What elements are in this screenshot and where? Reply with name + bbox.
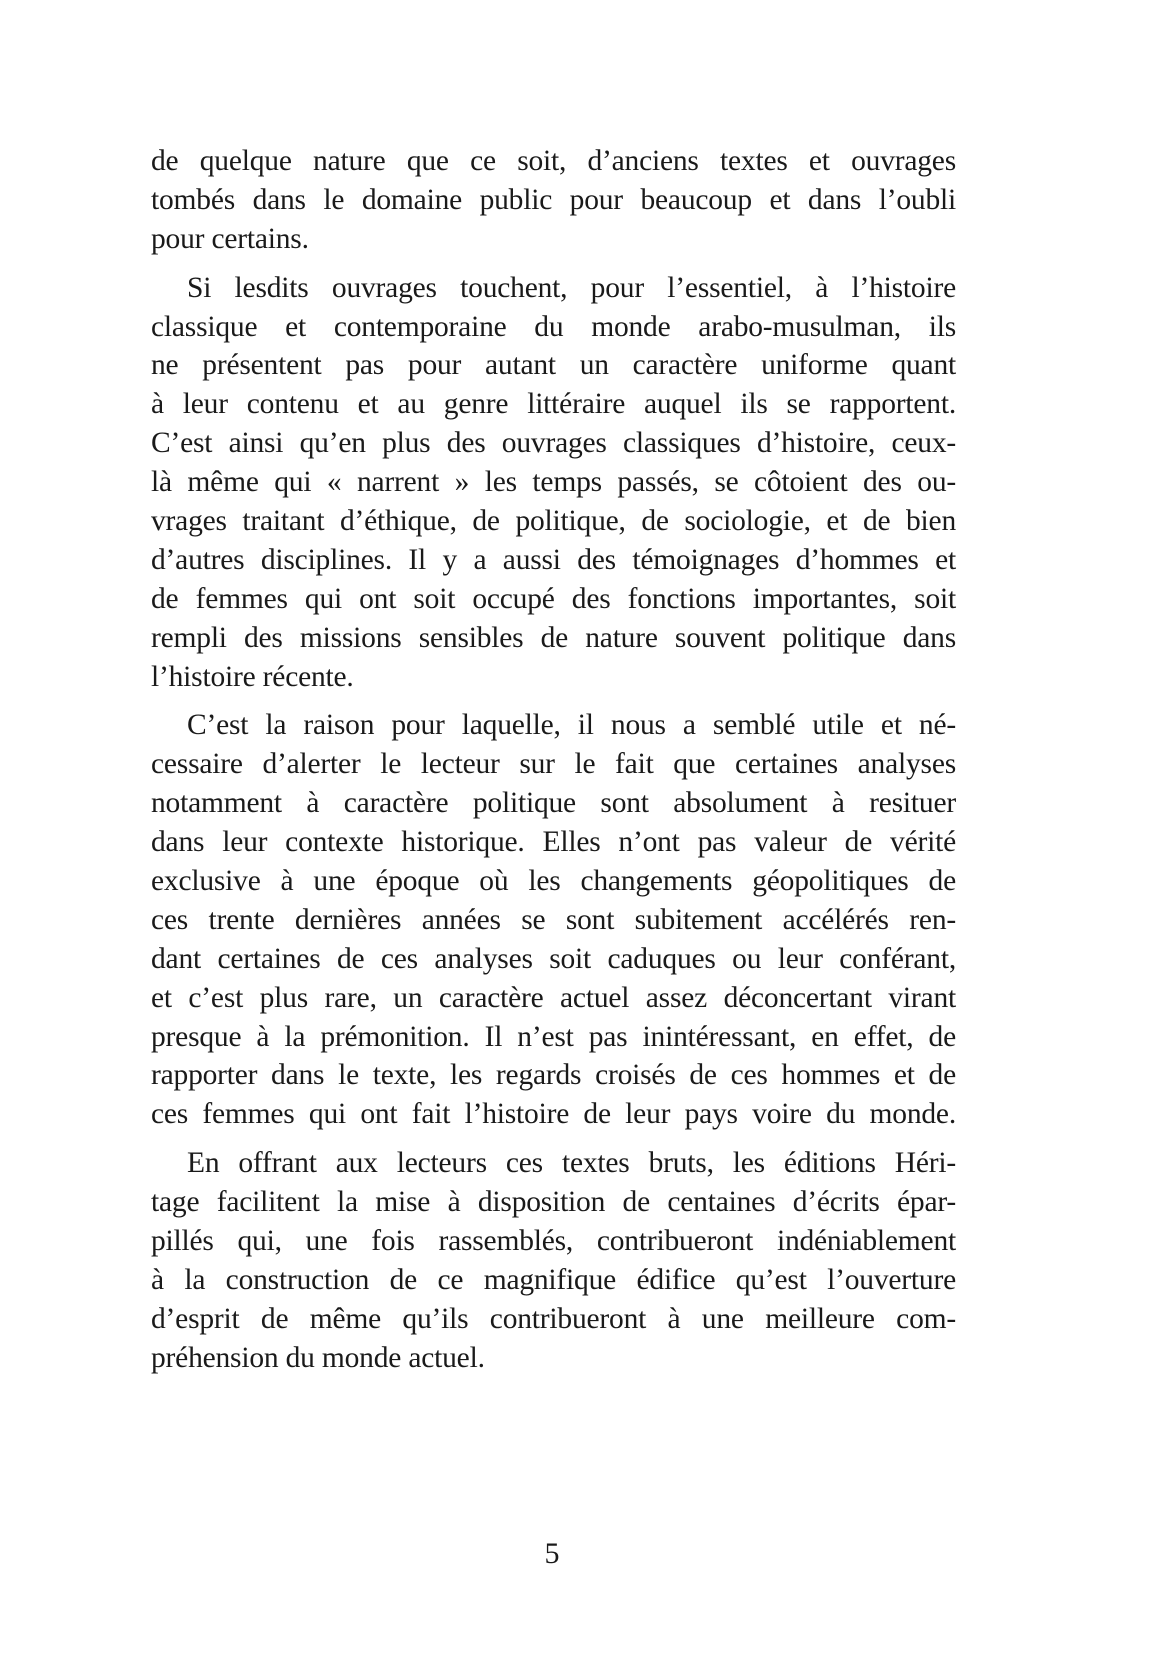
text-line: C’est la raison pour laquelle, il nous a semblé utile et né- (187, 709, 956, 742)
text-line: d’esprit de même qu’ils contribueront à une meilleure com- (151, 1302, 956, 1335)
text-line: de femmes qui ont soit occupé des fonctions importantes, soit (151, 582, 956, 615)
text-line: ne présentent pas pour autant un caractère uniforme quant (151, 349, 956, 382)
text-line: pour certains. (151, 222, 309, 255)
text-line: dant certaines de ces analyses soit caduques ou leur conférant, (151, 942, 956, 975)
paragraph-1 (151, 142, 956, 259)
text-line: préhension du monde actuel. (151, 1341, 485, 1374)
text-line: et c’est plus rare, un caractère actuel assez déconcertant virant (151, 981, 956, 1014)
text-line: de quelque nature que ce soit, d’anciens textes et ouvrages (151, 145, 956, 177)
text-line: ces trente dernières années se sont subitement accélérés ren- (151, 903, 956, 936)
text-line: tombés dans le domaine public pour beaucoup et dans l’oubli (151, 183, 956, 216)
text-line: presque à la prémonition. Il n’est pas inintéressant, en effet, de (151, 1020, 956, 1053)
page-number: 5 (544, 1537, 560, 1570)
paragraph-3 (151, 706, 956, 1134)
text-line: exclusive à une époque où les changements géopolitiques de (151, 865, 956, 898)
text-line: dans leur contexte historique. Elles n’ont pas valeur de vérité (151, 826, 956, 859)
text-line: cessaire d’alerter le lecteur sur le fait que certaines analyses (151, 748, 956, 781)
text-line: tage facilitent la mise à disposition de centaines d’écrits épar- (151, 1186, 956, 1219)
text-line: C’est ainsi qu’en plus des ouvrages classiques d’histoire, ceux- (151, 427, 956, 460)
text-line: rempli des missions sensibles de nature souvent politique dans (151, 621, 956, 654)
text-line: Si lesdits ouvrages touchent, pour l’essentiel, à l’histoire (187, 271, 956, 304)
body-text (151, 142, 956, 1378)
paragraph-4 (151, 1144, 956, 1377)
text-line: notamment à caractère politique sont absolument à resituer (151, 787, 956, 820)
text-line: En offrant aux lecteurs ces textes bruts, les éditions Héri- (187, 1147, 956, 1180)
text-line: rapporter dans le texte, les regards croisés de ces hommes et de (151, 1059, 956, 1092)
text-line: d’autres disciplines. Il y a aussi des témoignages d’hommes et (151, 543, 956, 576)
text-line: là même qui « narrent » les temps passés, se côtoient des ou- (151, 466, 956, 499)
text-line: vrages traitant d’éthique, de politique, de sociologie, et de bien (151, 505, 956, 538)
paragraph-2 (151, 269, 956, 697)
text-line: classique et contemporaine du monde arabo-musulman, ils (151, 310, 956, 343)
text-line: pillés qui, une fois rassemblés, contribueront indéniablement (151, 1225, 956, 1258)
text-line: à la construction de ce magnifique édifice qu’est l’ouverture (151, 1263, 956, 1296)
text-line: ces femmes qui ont fait l’histoire de leur pays voire du monde. (151, 1098, 956, 1131)
text-line: l’histoire récente. (151, 660, 354, 693)
text-line: à leur contenu et au genre littéraire auquel ils se rapportent. (151, 388, 956, 421)
